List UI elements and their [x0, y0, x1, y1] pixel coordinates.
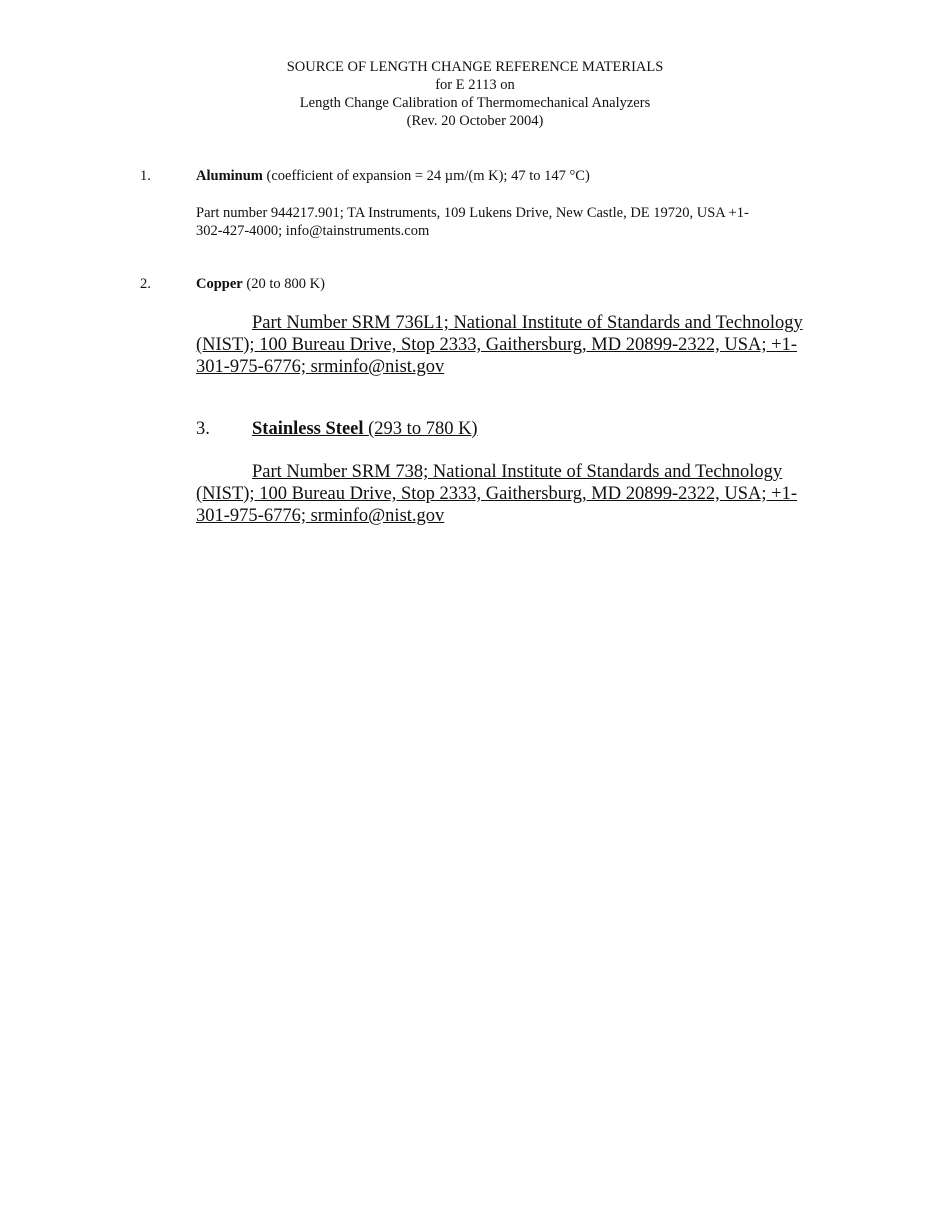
header-standard: for E 2113 on: [435, 77, 515, 93]
item-number-aluminum: 1.: [140, 168, 151, 184]
material-detail: (20 to 800 K): [246, 276, 325, 292]
document-header: [0, 58, 950, 130]
header-subject: Length Change Calibration of Thermomechanical Analyzers: [299, 95, 651, 111]
header-title: SOURCE OF LENGTH CHANGE REFERENCE MATERIALS: [286, 59, 664, 75]
material-name: Copper: [196, 276, 243, 292]
header-revision: (Rev. 20 October 2004): [406, 113, 544, 129]
source-line: 301-975-6776; srminfo@nist.gov: [196, 357, 445, 377]
item-title-stainless-steel: [196, 419, 478, 440]
item-title-copper: [196, 276, 325, 293]
material-detail: (293 to 780 K): [368, 419, 478, 439]
source-line: Part number 944217.901; TA Instruments, 109 Lukens Drive, New Castle, DE 19720, USA +1-: [196, 205, 749, 221]
source-line: 301-975-6776; srminfo@nist.gov: [196, 506, 445, 526]
item-number-stainless-steel: 3.: [196, 419, 210, 439]
material-name: Aluminum: [196, 168, 263, 184]
source-line: 302-427-4000; info@tainstruments.com: [196, 223, 430, 239]
material-detail: (coefficient of expansion = 24 µm/(m K); 47 to 147 °C): [266, 168, 590, 184]
source-line: Part Number SRM 736L1; National Institute of Standards and Technology: [252, 313, 803, 333]
item-source-copper: [196, 312, 816, 378]
source-line: Part Number SRM 738; National Institute of Standards and Technology: [252, 462, 783, 482]
item-source-aluminum: [196, 204, 806, 240]
source-line: (NIST); 100 Bureau Drive, Stop 2333, Gaithersburg, MD 20899-2322, USA; +1-: [196, 335, 798, 355]
item-number-copper: 2.: [140, 276, 151, 292]
item-title-aluminum: [196, 168, 590, 185]
item-source-stainless-steel: [196, 461, 816, 527]
source-line: (NIST); 100 Bureau Drive, Stop 2333, Gaithersburg, MD 20899-2322, USA; +1-: [196, 484, 798, 504]
material-name: Stainless Steel: [252, 419, 364, 439]
